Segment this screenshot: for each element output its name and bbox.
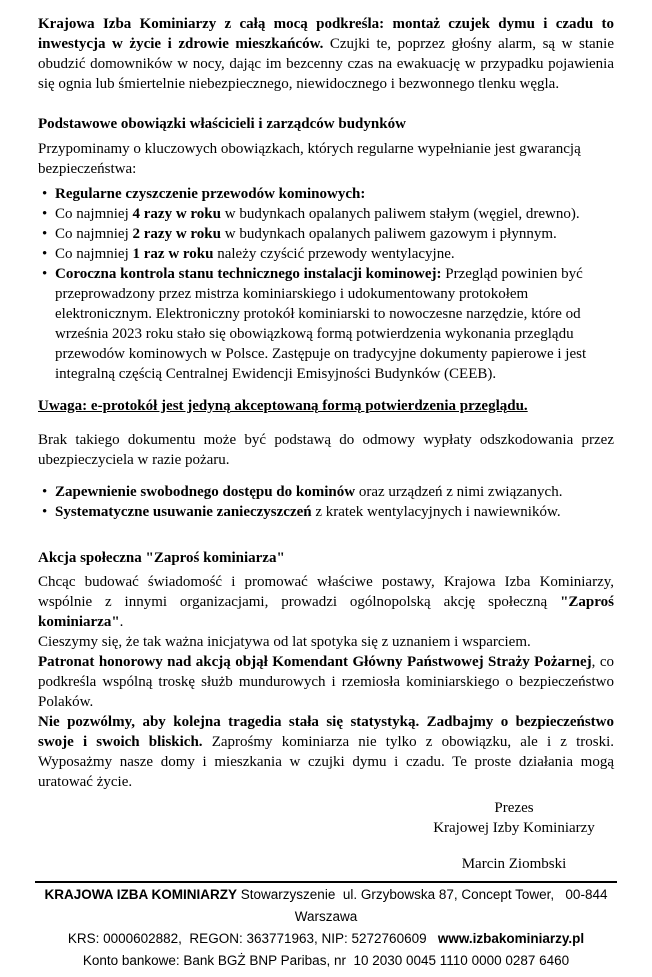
duties-heading: Podstawowe obowiązki właścicieli i zarządców budynków: [38, 116, 406, 132]
footer-registry-line: [35, 928, 617, 950]
list-item: [38, 482, 614, 502]
pride-paragraph: Cieszymy się, że tak ważna inicjatywa od lat spotyka się z uznaniem i wsparciem.: [38, 634, 531, 650]
intro-paragraph: [38, 14, 614, 94]
list-item: [38, 204, 614, 224]
list-item: [38, 224, 614, 244]
bullet-bold-text: Coroczna kontrola stanu technicznego instalacji kominowej:: [55, 266, 442, 282]
bullet-bold-text: 4 razy w roku: [132, 206, 221, 222]
bullet-bold-text: Zapewnienie swobodnego dostępu do kominów: [55, 484, 356, 500]
bullet-bold-text: 1 raz w roku: [132, 246, 214, 262]
bullet-rest-text: oraz urządzeń z nimi związanych.: [355, 484, 563, 500]
bullet-pre-text: Co najmniej: [55, 206, 133, 222]
appeal-bold-text: Nie pozwólmy, aby kolejna tragedia stała się statystyką. Zadbajmy o bezpieczeństwo swoje i swoich bliskich.: [38, 714, 614, 750]
intro-bold-text: Krajowa Izba Kominiarzy z całą mocą podkreśla: montaż czujek dymu i czadu to inwestycja w życie i zdrowie mieszkańców.: [38, 16, 614, 52]
patronage-paragraph: [38, 652, 614, 712]
footer-divider: [35, 881, 617, 883]
signature-title: Prezes: [494, 800, 534, 816]
campaign-paragraph: [38, 572, 614, 632]
list-item: [38, 184, 614, 204]
intro-regular-text: Czujki te, poprzez głośny alarm, są w stanie obudzić domowników w nocy, dając im bezcenny czas na ewakuację w przypadku pojawienia się ognia lub śmiertelnie niebezpiecznego, niewidocznego i bezwonnego tlenku węgla.: [38, 36, 614, 92]
bullet-bold-text: Systematyczne usuwanie zanieczyszczeń: [55, 504, 312, 520]
list-item: [38, 244, 614, 264]
bullet-rest-text: w budynkach opalanych paliwem gazowym i płynnym.: [220, 226, 557, 242]
patronage-rest-text: , co podkreśla wspólną troskę służb mundurowych i rzemiosła kominiarskiego o bezpieczeństwo Polaków.: [38, 654, 614, 710]
campaign-heading: Akcja społeczna "Zaproś kominiarza": [38, 550, 285, 566]
campaign-post-text: .: [119, 614, 124, 630]
footer-bank-line: Konto bankowe: Bank BGŻ BNP Paribas, nr 10 2030 0045 1110 0000 0287 6460: [82, 953, 570, 968]
insurance-paragraph: Brak takiego dokumentu może być podstawą do odmowy wypłaty odszkodowania przez ubezpieczyciela w razie pożaru.: [38, 432, 614, 468]
list-item: [38, 502, 614, 522]
duties-lead-paragraph: Przypominamy o kluczowych obowiązkach, których regularne wypełnianie jest gwarancją bezpieczeństwa:: [38, 141, 581, 177]
warning-line: Uwaga: e-protokół jest jedyną akceptowaną formą potwierdzenia przeglądu.: [38, 398, 528, 414]
bullet-bold-text: 2 razy w roku: [132, 226, 221, 242]
appeal-paragraph: [38, 712, 614, 792]
campaign-pre-text: Chcąc budować świadomość i promować właściwe postawy, Krajowa Izba Kominiarzy, wspólnie z innymi organizacjami, prowadzi ogólnopolską akcję społeczną: [38, 574, 614, 610]
campaign-bold-text: "Zaproś kominiarza": [38, 594, 614, 630]
footer-website-text: www.izbakominiarzy.pl: [437, 931, 585, 946]
appeal-rest-text: Zaprośmy kominiarza nie tylko z obowiązku, ale i z troski. Wyposażmy nasze domy i mieszkania w czujki dymu i czadu. Te proste działania mogą uratować życie.: [38, 734, 614, 790]
bullet-pre-text: Co najmniej: [55, 226, 133, 242]
page-footer: [35, 881, 617, 972]
bullet-rest-text: należy czyścić przewody wentylacyjne.: [213, 246, 455, 262]
bullet-rest-text: z kratek wentylacyjnych i nawiewników.: [311, 504, 561, 520]
signature-block: [414, 798, 614, 874]
bullet-pre-text: Co najmniej: [55, 246, 133, 262]
patronage-bold-text: Patronat honorowy nad akcją objął Komendant Główny Państwowej Straży Pożarnej: [38, 654, 592, 670]
list-item: [38, 264, 614, 384]
bullet-bold-text: Regularne czyszczenie przewodów kominowych:: [55, 186, 366, 202]
footer-address-line: [35, 884, 617, 928]
footer-org-name: KRAJOWA IZBA KOMINIARZY: [44, 887, 238, 902]
bullet-rest-text: Przegląd powinien być przeprowadzony przez mistrza kominiarskiego i udokumentowany protokołem elektronicznym. Elektroniczny protokół kominiarski to nowoczesne narzędzie, które od września 2023 roku stało się obowiązkową formą potwierdzenia wykonania przeglądu przewodów kominowych w Polsce. Zastępuje on tradycyjne dokumenty papierowe i jest integralną częścią Centralnej Ewidencji Emisyjności Budynków (CEEB).: [55, 266, 587, 382]
footer-registry-text: KRS: 0000602882, REGON: 363771963, NIP: 5272760609: [67, 931, 438, 946]
access-bullet-list: [38, 482, 614, 522]
footer-address-text: Stowarzyszenie ul. Grzybowska 87, Concept Tower, 00-844 Warszawa: [237, 887, 612, 924]
bullet-rest-text: w budynkach opalanych paliwem stałym (węgiel, drewno).: [220, 206, 580, 222]
signature-name: Marcin Ziombski: [461, 856, 567, 872]
duties-bullet-list: [38, 184, 614, 384]
signature-org: Krajowej Izby Kominiarzy: [433, 820, 595, 836]
